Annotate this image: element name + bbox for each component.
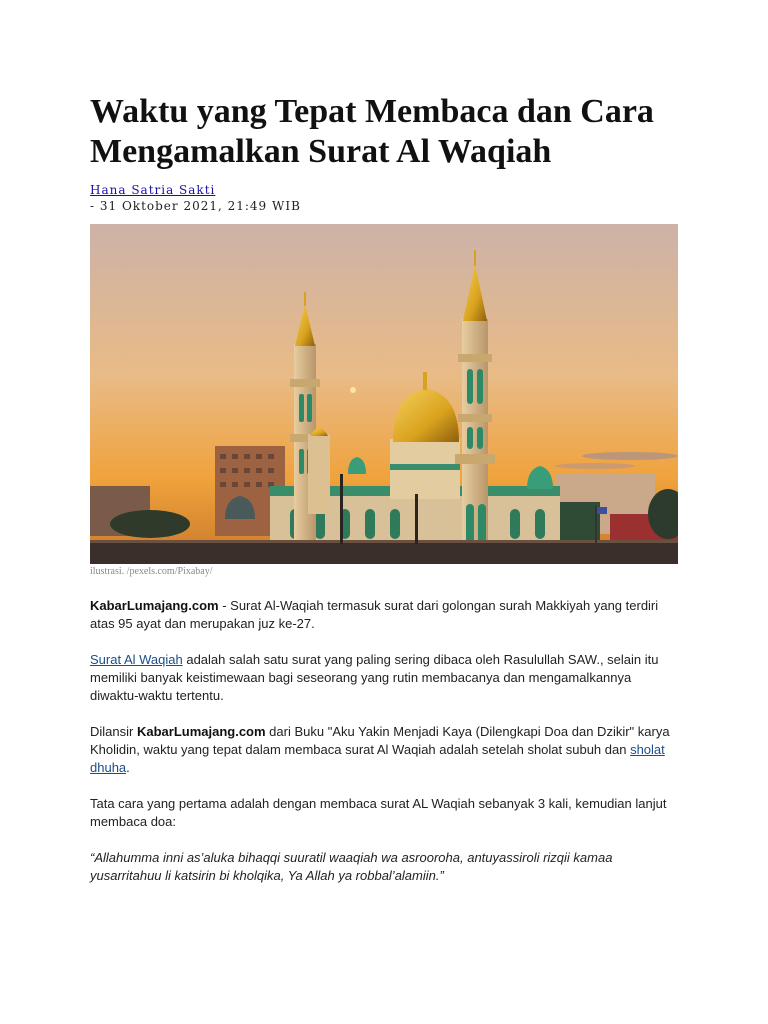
paragraph-2	[90, 651, 680, 705]
source-name: KabarLumajang.com	[136, 724, 266, 739]
paragraph-2-text: adalah salah satu surat yang paling sering dibaca oleh Rasulullah SAW., selain itu memiliki banyak keistimewaan bagi seseorang yang rutin membacanya dan mengamalkannya diwaktu-waktu tertentu.	[90, 652, 659, 703]
article-hero-image	[90, 224, 678, 564]
author-link[interactable]: Hana Satria Sakti	[90, 183, 216, 197]
mosque-illustration	[90, 224, 678, 564]
paragraph-1	[90, 597, 680, 633]
image-caption: ilustrasi. /pexels.com/Pixabay/	[90, 566, 213, 577]
sholat-dhuha-link[interactable]: sholat dhuha	[90, 742, 665, 775]
paragraph-3-post: .	[126, 760, 130, 775]
paragraph-3-text: dari Buku "Aku Yakin Menjadi Kaya (Dilengkapi Doa dan Dzikir" karya Kholidin, waktu yang tepat dalam membaca surat Al Waqiah adalah setelah sholat subuh dan	[90, 724, 670, 757]
surat-al-waqiah-link[interactable]: Surat Al Waqiah	[90, 652, 183, 667]
paragraph-1-text: - Surat Al-Waqiah termasuk surat dari golongan surah Makkiyah yang terdiri atas 95 ayat dan merupakan juz ke-27.	[90, 598, 659, 631]
paragraph-3	[90, 723, 680, 777]
paragraph-3-pre: Dilansir	[90, 724, 137, 739]
paragraph-4: Tata cara yang pertama adalah dengan membaca surat AL Waqiah sebanyak 3 kali, kemudian lanjut membaca doa:	[90, 796, 667, 829]
article-title: Waktu yang Tepat Membaca dan Cara Mengamalkan Surat Al Waqiah	[90, 93, 654, 170]
prayer-quote: “Allahumma inni as’aluka bihaqqi suuratil waaqiah wa asrooroha, antuyassiroli rizqii kamaa yusarritahuu li katsirin bi kholqika, Ya Allah ya robbal’alamiin.”	[90, 850, 613, 883]
source-name: KabarLumajang.com	[90, 598, 219, 613]
publish-date: - 31 Oktober 2021, 21:49 WIB	[90, 199, 301, 213]
